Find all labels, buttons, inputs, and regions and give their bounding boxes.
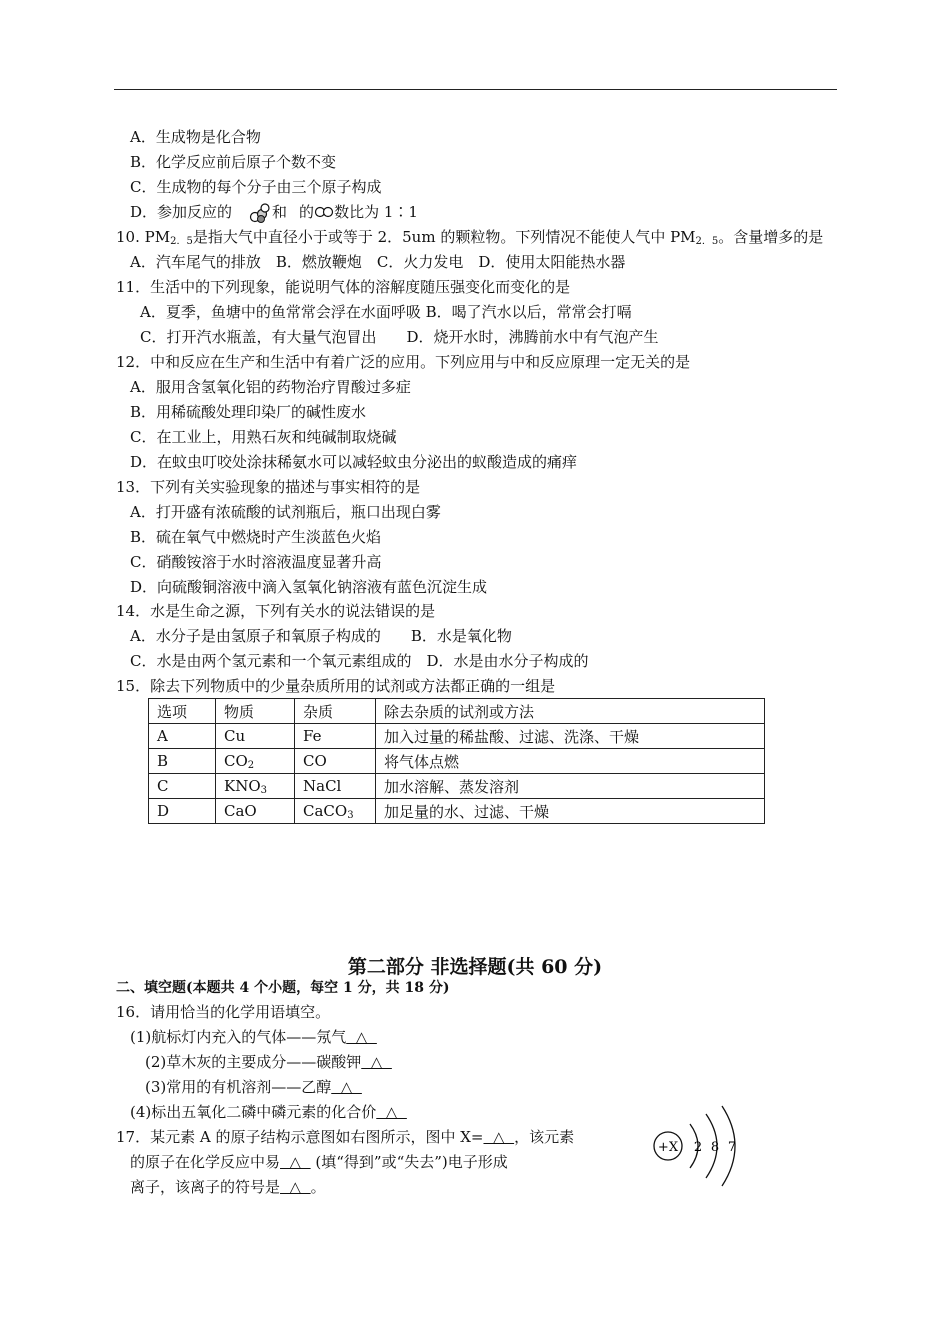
q11-options-row2: C．打开汽水瓶盖，有大量气泡冒出 D．烧开水时，沸腾前水中有气泡产生 — [140, 328, 659, 346]
q16-item-text: (2)草木灰的主要成分——碳酸钾 — [145, 1053, 362, 1071]
substance-formula: CaO — [224, 801, 257, 820]
q15-stem: 15．除去下列物质中的少量杂质所用的试剂或方法都正确的一组是 — [116, 677, 556, 695]
q17-text: ，该元素 — [514, 1128, 575, 1146]
q9-d-of: 的 — [299, 203, 315, 221]
q9-option-b: B．化学反应前后原子个数不变 — [130, 153, 337, 171]
answer-blank[interactable]: △ — [280, 1178, 311, 1196]
formula-subscript: 3 — [347, 809, 354, 821]
method-cell: 加入过量的稀盐酸、过滤、洗涤、干燥 — [376, 724, 765, 749]
header-cell: 除去杂质的试剂或方法 — [376, 699, 765, 724]
header-cell: 杂质 — [295, 699, 376, 724]
option-cell: A — [149, 724, 216, 749]
q10-options: A．汽车尾气的排放 B．燃放鞭炮 C．火力发电 D．使用太阳能热水器 — [130, 253, 626, 271]
q17-text: 17．某元素 A 的原子结构示意图如右图所示，图中 X= — [116, 1128, 484, 1146]
q16-item-text: (3)常用的有机溶剂——乙醇 — [145, 1078, 332, 1096]
q16-item-1 — [130, 1027, 377, 1047]
answer-blank[interactable]: △ — [346, 1028, 377, 1046]
q16-stem: 16．请用恰当的化学用语填空。 — [116, 1003, 331, 1021]
q13-option-c: C．硝酸铵溶于水时溶液温度显著升高 — [130, 553, 382, 571]
nucleus-label: +X — [657, 1140, 679, 1155]
q9-option-d — [130, 202, 418, 224]
q16-item-4 — [130, 1102, 407, 1122]
q13-option-d: D．向硫酸铜溶液中滴入氢氧化钠溶液有蓝色沉淀生成 — [130, 578, 488, 596]
diatomic-molecule-icon — [314, 206, 334, 220]
answer-blank[interactable]: △ — [361, 1053, 392, 1071]
table-header-row — [149, 699, 765, 724]
header-rule — [114, 89, 837, 90]
formula-subscript: 3 — [260, 784, 268, 796]
q11-options-row1: A．夏季，鱼塘中的鱼常常会浮在水面呼吸 B．喝了汽水以后，常常会打嗝 — [140, 303, 632, 321]
impurity-formula: CaCO — [303, 801, 348, 820]
answer-blank[interactable]: △ — [331, 1078, 362, 1096]
substance-cell — [216, 749, 295, 774]
impurity-cell — [295, 799, 376, 824]
impurity-cell — [295, 724, 376, 749]
q10-subscript-1: 2．5 — [170, 236, 193, 247]
answer-blank[interactable]: △ — [280, 1153, 311, 1171]
q9-option-a: A．生成物是化合物 — [130, 128, 261, 146]
q17-text: 离子，该离子的符号是 — [130, 1178, 281, 1196]
q14-stem: 14．水是生命之源，下列有关水的说法错误的是 — [116, 602, 436, 620]
q9-d-and: 和 — [272, 203, 288, 221]
table-row — [149, 724, 765, 749]
method-cell: 将气体点燃 — [376, 749, 765, 774]
option-cell: C — [149, 774, 216, 799]
impurity-formula: Fe — [303, 726, 322, 745]
q12-option-c: C．在工业上，用熟石灰和纯碱制取烧碱 — [130, 428, 397, 446]
q17-line-1 — [116, 1127, 574, 1147]
atomic-structure-diagram — [650, 1098, 750, 1194]
q16-item-text: (1)航标灯内充入的气体——氖气 — [130, 1028, 347, 1046]
method-cell: 加足量的水、过滤、干燥 — [376, 799, 765, 824]
option-cell: D — [149, 799, 216, 824]
substance-cell — [216, 799, 295, 824]
q10-stem-part3: 。含量增多的是 — [718, 228, 824, 246]
q16-item-3 — [145, 1077, 362, 1097]
q14-options-row1: A．水分子是由氢原子和氧原子构成的 B．水是氧化物 — [130, 627, 512, 645]
impurity-cell — [295, 749, 376, 774]
shell-electron-count: 7 — [727, 1140, 737, 1155]
answer-blank[interactable]: △ — [483, 1128, 515, 1146]
q13-stem: 13．下列有关实验现象的描述与事实相符的是 — [116, 478, 421, 496]
q17-line-3 — [130, 1177, 326, 1197]
shell-electron-count: 8 — [710, 1140, 720, 1155]
substance-formula: KNO — [224, 776, 261, 795]
q9-option-c: C．生成物的每个分子由三个原子构成 — [130, 178, 382, 196]
table-row — [149, 749, 765, 774]
substance-cell — [216, 724, 295, 749]
q12-option-a: A．服用含氢氧化铝的药物治疗胃酸过多症 — [130, 378, 411, 396]
q14-options-row2: C．水是由两个氢元素和一个氧元素组成的 D．水是由水分子构成的 — [130, 652, 589, 670]
table-row — [149, 799, 765, 824]
method-cell: 加水溶解、蒸发溶剂 — [376, 774, 765, 799]
shell-electron-count: 2 — [693, 1140, 703, 1155]
q17-line-2 — [130, 1152, 508, 1172]
q17-text: 的原子在化学反应中易 — [130, 1153, 281, 1171]
formula-subscript: 2 — [247, 759, 255, 771]
part2-title: 第二部分 非选择题(共 60 分) — [347, 956, 603, 978]
q12-option-b: B．用稀硫酸处理印染厂的碱性废水 — [130, 403, 367, 421]
answer-blank[interactable]: △ — [376, 1103, 407, 1121]
q16-item-text: (4)标出五氧化二磷中磷元素的化合价 — [130, 1103, 377, 1121]
section-heading: 二、填空题(本题共 4 个小题，每空 1 分，共 18 分) — [116, 980, 450, 996]
molecule-cluster-icon — [248, 202, 272, 224]
q10-stem-part1: 10. PM — [116, 228, 171, 246]
q10-subscript-2: 2．5 — [695, 236, 719, 247]
q13-option-b: B．硫在氧气中燃烧时产生淡蓝色火焰 — [130, 528, 382, 546]
q17-text: (填“得到”或“失去”)电子形成 — [310, 1153, 508, 1171]
q17-text: 。 — [310, 1178, 326, 1196]
substance-formula: CO — [224, 751, 248, 770]
q12-stem: 12．中和反应在生产和生活中有着广泛的应用。下列应用与中和反应原理一定无关的是 — [116, 353, 691, 371]
impurity-formula: CO — [303, 751, 327, 770]
substance-cell — [216, 774, 295, 799]
q15-table — [148, 698, 765, 824]
impurity-cell — [295, 774, 376, 799]
q13-option-a: A．打开盛有浓硫酸的试剂瓶后，瓶口出现白雾 — [130, 503, 441, 521]
q11-stem: 11．生活中的下列现象，能说明气体的溶解度随压强变化而变化的是 — [116, 278, 571, 296]
q9-d-prefix: D．参加反应的 — [130, 203, 233, 221]
q16-item-2 — [145, 1052, 392, 1072]
option-cell: B — [149, 749, 216, 774]
header-cell: 选项 — [149, 699, 216, 724]
substance-formula: Cu — [224, 726, 246, 745]
q12-option-d: D．在蚊虫叮咬处涂抹稀氨水可以减轻蚊虫分泌出的蚁酸造成的痛痒 — [130, 453, 578, 471]
header-cell: 物质 — [216, 699, 295, 724]
q9-d-suffix: 数比为 1∶1 — [334, 203, 418, 221]
q10-stem-part2: 是指大气中直径小于或等于 2．5um 的颗粒物。下列情况不能使人气中 PM — [192, 228, 696, 246]
table-row — [149, 774, 765, 799]
q10-stem — [116, 227, 823, 252]
impurity-formula: NaCl — [303, 776, 342, 795]
